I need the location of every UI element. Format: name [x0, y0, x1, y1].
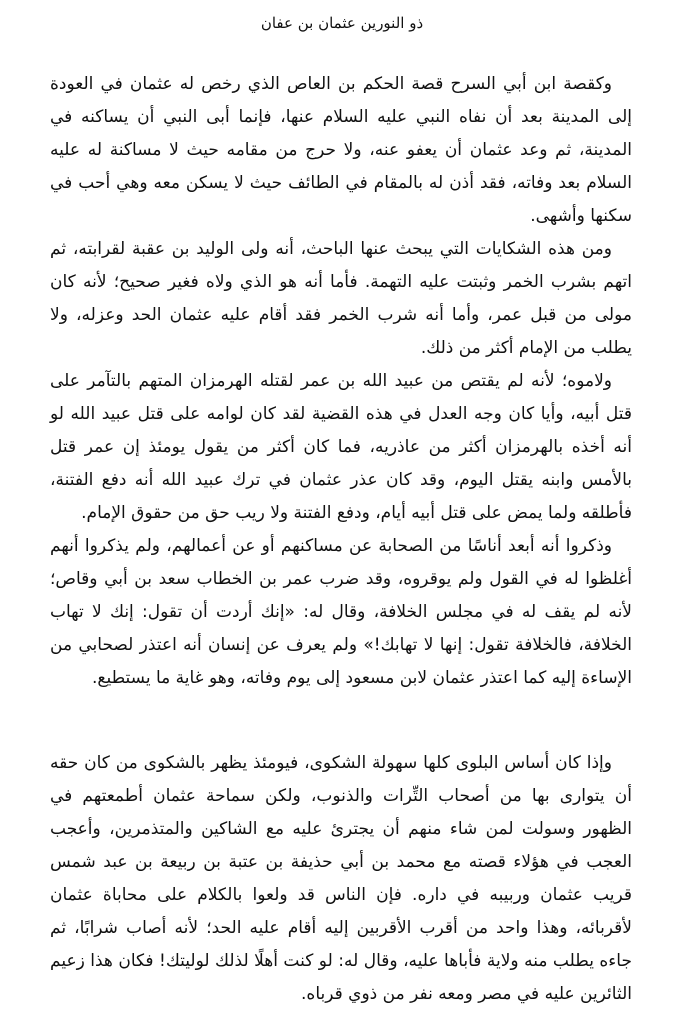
paragraph: وإذا كان أساس البلوى كلها سهولة الشكوى، فيومئذ يظهر بالشكوى من كان حقه أن يتوارى بها من أصحاب التِّرات والذنوب، ولكن سماحة عثمان أطمعتهم في الظهور وسولت لمن شاء منهم أن يجترئ عليه مع الشاكين والمتذمرين، وأعجب العجب في هؤلاء قصته مع محمد بن أبي حذيفة بن عتبة بن ربيعة بن عبد شمس قريب عثمان وربيبه في داره. فإن الناس قد ولعوا بالكلام على محاباة عثمان لأقربائه، وهذا واحد من أقرب الأقربين إليه أقام عليه الحد؛ لأنه أصاب شرابًا، ثم جاءه يطلب منه ولاية فأباها عليه، وقال له: لو كنت أهلًا لذلك لوليتك! فكان هذا زعيم الثائرين عليه في مصر ومعه نفر من ذوي قرباه.: [50, 753, 632, 1004]
running-header: ذو النورين عثمان بن عفان: [260, 14, 424, 32]
paragraph: ومن هذه الشكايات التي يبحث عنها الباحث، أنه ولى الوليد بن عقبة لقرابته، ثم اتهم بشرب الخمر وثبتت عليه التهمة. فأما أنه هو الذي ولاه فغير صحيح؛ لأنه كان مولى من قبل عمر، وأما أنه شرب الخمر فقد أقام عليه عثمان الحد وعزله، ولا يطلب من الإمام أكثر من ذلك.: [50, 239, 632, 358]
paragraph: وكقصة ابن أبي السرح قصة الحكم بن العاص الذي رخص له عثمان في العودة إلى المدينة بعد أن نفاه النبي عليه السلام عنها، فإنما أبى النبي أن يساكنه في المدينة، ثم وعد عثمان أن يعفو عنه، ولا حرج من مقامه حيث لا مساكنة له عليه السلام بعد وفاته، فقد أذن له بالمقام في الطائف حيث لا يسكن معه وهي أحب في سكنها وأشهى.: [50, 74, 632, 226]
paragraph: وذكروا أنه أبعد أناسًا من الصحابة عن مساكنهم أو عن أعمالهم، ولم يذكروا أنهم أغلظوا له في القول ولم يوقروه، وقد ضرب عمر بن الخطاب سعد بن أبي وقاص؛ لأنه لم يقف له في مجلس الخلافة، وقال له: «إنك أردت أن تقول: إنك لا تهاب الخلافة، فالخلافة تقول: إنها لا تهابك!» ولم يعرف عن إنسان أنه اعتذر لصحابي من الإساءة إليه كما اعتذر عثمان لابن مسعود إلى يوم وفاته، وهو غاية ما يستطيع.: [50, 536, 632, 688]
paragraph: ولاموه؛ لأنه لم يقتص من عبيد الله بن عمر لقتله الهرمزان المتهم بالتآمر على قتل أبيه، وأيا كان وجه العدل في هذه القضية لقد كان لوامه على قتل عبيد الله لو أنه أخذه بالهرمزان أكثر من عاذريه، فما كان أكثر من يقول يومئذ إن عمر قتل بالأمس وابنه يقتل اليوم، وقد كان عذر عثمان في ترك عبيد الله أنه دفع الفتنة، فأطلقه ولما يمض على قتل أبيه أيام، ودفع الفتنة ولا ريب حق من حقوق الإمام.: [50, 371, 632, 523]
section-break: [50, 695, 632, 747]
body-text: [50, 68, 632, 1011]
